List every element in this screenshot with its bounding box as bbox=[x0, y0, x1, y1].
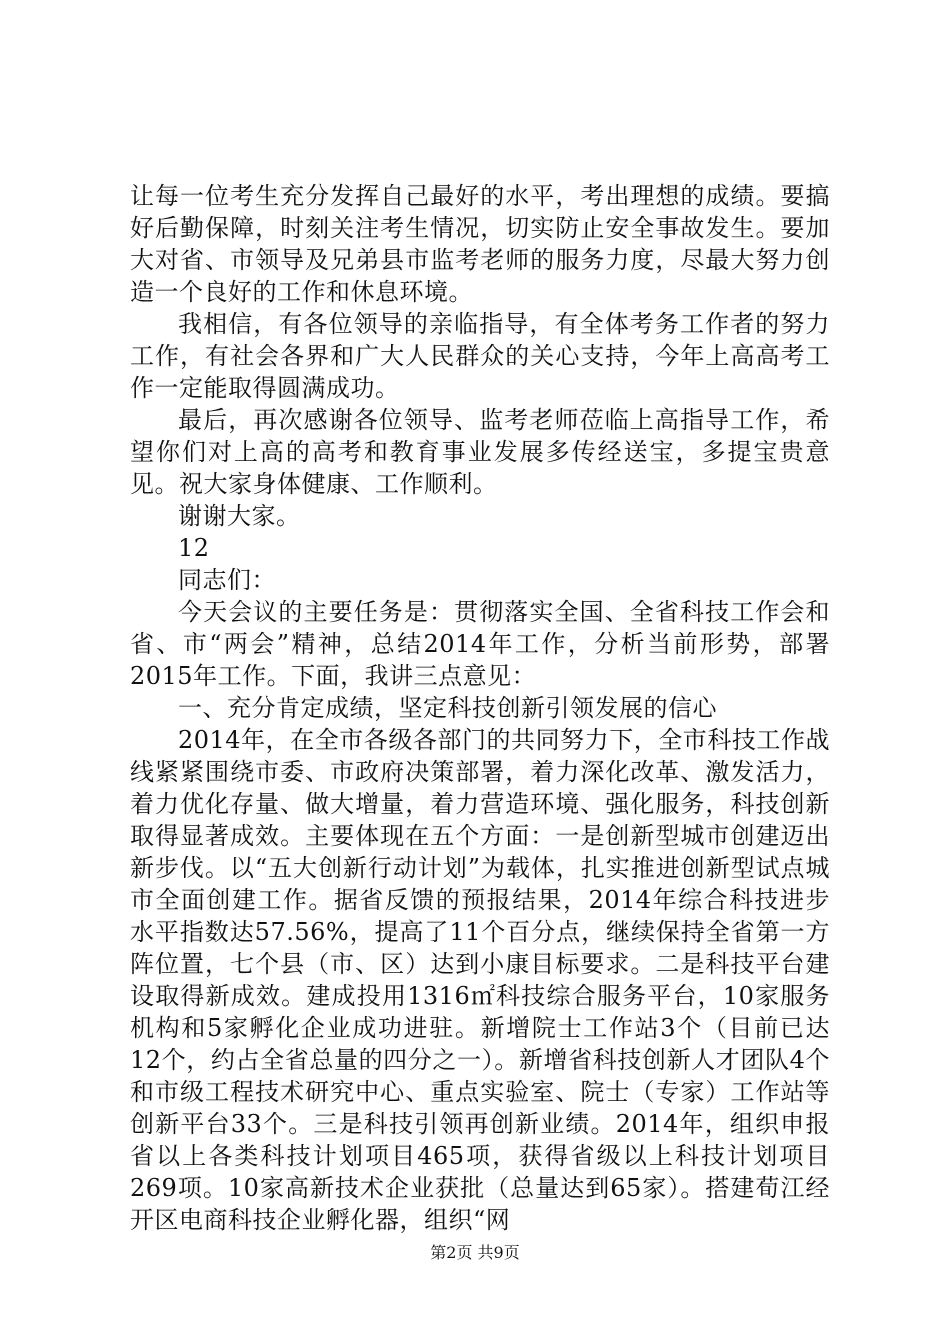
paragraph-6: 同志们： bbox=[178, 566, 276, 594]
paragraph-2: 我相信，有各位领导的亲临指导，有全体考务工作者的努力工作，有社会各界和广大人民群众的关心支持，今年上高高考工作一定能取得圆满成功。 bbox=[130, 310, 830, 402]
document-body bbox=[130, 180, 830, 1236]
paragraph-9: 2014年，在全市各级各部门的共同努力下，全市科技工作战线紧紧围绕市委、市政府决策部署，着力深化改革、激发活力，着力优化存量、做大增量，着力营造环境、强化服务，科技创新取得显著成效。主要体现在五个方面：一是创新型城市创建迈出新步伐。以“五大创新行动计划”为载体，扎实推进创新型试点城市全面创建工作。据省反馈的预报结果，2014年综合科技进步水平指数达57.56%，提高了11个百分点，继续保持全省第一方阵位置，七个县（市、区）达到小康目标要求。二是科技平台建设取得新成效。建成投用1316㎡科技综合服务平台，10家服务机构和5家孵化企业成功进驻。新增院士工作站3个（目前已达12个，约占全省总量的四分之一）。新增省科技创新人才团队4个和市级工程技术研究中心、重点实验室、院士（专家）工作站等创新平台33个。三是科技引领再创新业绩。2014年，组织申报省以上各类科技计划项目465项，获得省级以上科技计划项目269项。10家高新技术企业获批（总量达到65家）。搭建荀江经开区电商科技企业孵化器，组织“网 bbox=[130, 726, 830, 1234]
paragraph-4: 谢谢大家。 bbox=[178, 502, 301, 530]
section-heading: 一、充分肯定成绩，坚定科技创新引领发展的信心 bbox=[178, 694, 717, 722]
paragraph-3: 最后，再次感谢各位领导、监考老师莅临上高指导工作，希望你们对上高的高考和教育事业发展多传经送宝，多提宝贵意见。祝大家身体健康、工作顺利。 bbox=[130, 406, 830, 498]
paragraph-1: 让每一位考生充分发挥自己最好的水平，考出理想的成绩。要搞好后勤保障，时刻关注考生情况，切实防止安全事故发生。要加大对省、市领导及兄弟县市监考老师的服务力度，尽最大努力创造一个良好的工作和休息环境。 bbox=[130, 182, 830, 306]
paragraph-7: 今天会议的主要任务是：贯彻落实全国、全省科技工作会和省、市“两会”精神，总结2014年工作，分析当前形势，部署2015年工作。下面，我讲三点意见： bbox=[130, 598, 830, 690]
paragraph-5: 12 bbox=[178, 534, 210, 562]
page-footer: 第2页 共9页 bbox=[430, 1243, 520, 1262]
